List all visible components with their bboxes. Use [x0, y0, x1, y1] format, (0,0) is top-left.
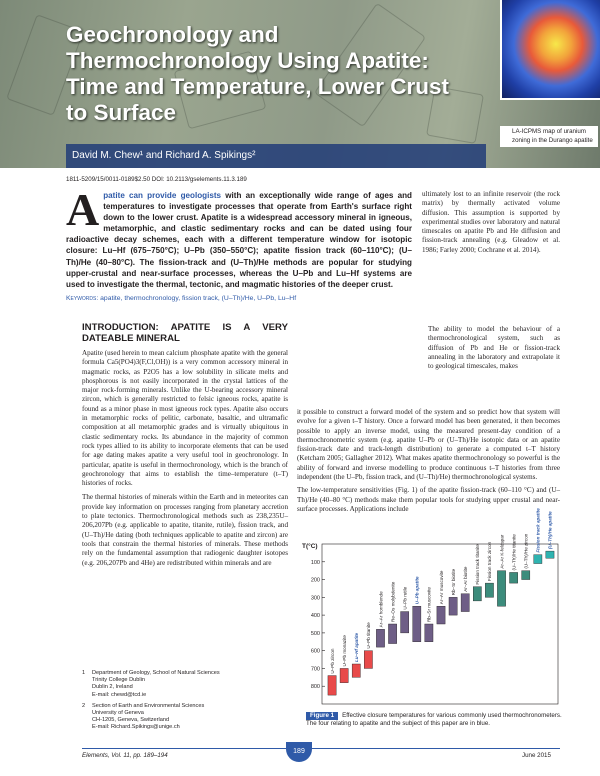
paragraph: it possible to construct a forward model of the system and so predict how that system will evolve for a given t–T history. Once a forward model has been generated, it then becomes possible to apply an inverse model, using the measured present-day condition of a thermochronometric system (e.g. apatite U–Pb or (U–Th)/He isotopic data or an apatite fission-track date and track-length distribution) to generate a computed t–T history (Ketcham 2005; Gallagher 2012). What makes apatite thermochronology so powerful is the ability of forward and inverse modelling to produce continuous t–T histories from three independent (the U–Pb, fission track, and (U–Th)/He) thermochronological systems. — [297, 408, 560, 482]
bar — [485, 583, 493, 597]
figure-caption-text: Effective closure temperatures for various commonly used thermochronometers. The four relating to apatite and the subject of this paper are in blue. — [306, 712, 562, 727]
article-title: Geochronology and Thermochronology Using Apatite: Time and Temperature, Lower Crust to Surface — [66, 22, 450, 125]
bar-label: Ar–Ar biotite — [463, 566, 469, 592]
footnote — [82, 670, 288, 699]
bar-label: Ar–Ar K-feldspar — [499, 534, 505, 569]
closure-temperature-chart — [300, 508, 562, 708]
page-number: 189 — [286, 742, 312, 762]
doi-line: 1811-5209/15/0011-0189$2.50 DOI: 10.2113/gselements.11.3.189 — [66, 176, 247, 183]
wide-column — [297, 408, 560, 518]
bar-label: Fission track titanite — [475, 544, 481, 585]
footer-rule — [82, 748, 560, 749]
section-heading: INTRODUCTION: APATITE IS A VERY DATEABLE MINERAL — [82, 322, 288, 344]
bar — [413, 606, 421, 642]
paragraph: The thermal histories of minerals within the Earth and in meteorites can provide key information on processes ranging from planetary accretion to plate tectonics. Thermochronological methods such as 238,235U–206,207Pb (e.g. applicable to apatite, titanite, rutile), fission track, and (U–Th)/He dating (both techniques applicable to apatite and zircon) are tools that constrain the thermal histories of minerals. These methods rely on the fundamental assumption that radiogenic daughter isotopes (e.g. 206,207Pb and 4He) are redistributed within minerals and are — [82, 493, 288, 567]
uranium-map-image — [500, 0, 600, 100]
y-tick-label: 500 — [310, 630, 320, 637]
bar — [328, 676, 336, 696]
bar — [352, 664, 360, 677]
bar-label: U–Pb apatite — [414, 576, 420, 605]
bar — [461, 594, 469, 612]
page-footer — [0, 740, 600, 776]
map-caption: LA-ICPMS map of uranium zoning in the Durango apatite — [500, 126, 598, 147]
y-tick-label: 200 — [310, 577, 320, 584]
abstract-lead: patite can provide geologists — [103, 191, 222, 200]
bar — [401, 612, 409, 633]
footnote-line: CH-1205, Geneva, Switzerland — [92, 717, 170, 724]
footnote-line: Department of Geology, School of Natural Sciences — [92, 670, 220, 676]
right-column-text-2: The ability to model the behaviour of a thermochronological system, such as diffusion of Pb and He or fission-track annealing in the laboratory and extrapolate it to geological timescales, makes — [428, 325, 560, 371]
bar-label: (U–Th)/He zircon — [523, 533, 529, 569]
bar-label: U–Pb zircon — [329, 648, 335, 674]
keywords-label: Keywords — [66, 295, 97, 302]
bar — [546, 551, 554, 558]
footnote-line: Trinity College Dublin — [92, 677, 145, 684]
bar — [449, 597, 457, 615]
y-tick-label: 600 — [310, 648, 320, 655]
bar — [522, 571, 530, 580]
bar-label: (U–Th)/He titanite — [511, 534, 517, 571]
footnote-number: 1 — [82, 670, 86, 676]
footnote-line: E-mail: chewd@tcd.ie — [92, 691, 147, 698]
y-tick-label: 100 — [310, 559, 320, 566]
paragraph: The low-temperature sensitivities (Fig. 1) of the apatite fission-track (60–110 °C) and (U–Th)/He (40–80 °C) methods make them popular tools for studying upper crustal and near-surface processes. Applications include — [297, 486, 560, 513]
abstract-body: with an exceptionally wide range of ages and temperatures to investigate processes that operate from Earth's surface right down to the lower crust. Apatite is a widespread accessory mineral in igneous, metamorphic, and clastic sedimentary rocks and can be dated using four radioactive decay schemes, each with a different temperature window for isotopic closure: Lu–Hf (675–750°C); U–Pb (350–550°C); apatite fission track (60–110°C); (U–Th)/He (40–80°C). The fission-track and (U–Th)/He methods are popular for studying upper-crustal and near-surface processes, whereas the U–Pb and Lu–Hf systems are used to investigate the thermal, tectonic, and magmatic histories of the deeper crust. — [66, 191, 412, 289]
journal-citation: Elements, Vol. 11, pp. 189–194 — [82, 752, 168, 759]
keywords-list: : apatite, thermochronology, fission track, (U–Th)/He, U–Pb, Lu–Hf — [96, 295, 297, 302]
figure-caption — [306, 712, 562, 728]
issue-date: June 2015 — [522, 752, 551, 759]
footnote-line: Section of Earth and Environmental Sciences — [92, 702, 205, 709]
bar-label: Fission track zircon — [487, 541, 493, 582]
bar — [364, 651, 372, 669]
bar — [534, 555, 542, 564]
abstract — [66, 184, 412, 290]
bar-label: U–Pb rutile — [402, 586, 408, 610]
bar-label: Ar–Ar muscovite — [438, 570, 444, 605]
bar-label: Rb–Sr biotite — [450, 568, 456, 596]
bar-label: Fission track apatite — [535, 508, 541, 553]
footnote-line: E-mail: Richard.Spikings@unige.ch — [92, 724, 180, 731]
bar-label: Lu–Hf apatite — [354, 632, 360, 662]
left-column — [82, 322, 288, 573]
bar-label: Ar–Ar hornblende — [378, 591, 384, 628]
bar — [510, 572, 518, 583]
dropcap: A — [66, 184, 100, 235]
bar — [425, 624, 433, 642]
footnote — [82, 703, 288, 732]
footnotes — [82, 670, 288, 736]
figure-1 — [300, 508, 562, 708]
bar-label: Rb–Sr muscovite — [426, 587, 432, 622]
bar-label: U–Pb titanite — [366, 622, 372, 649]
paragraph: Apatite (used herein to mean calcium phosphate apatite with the general formula Ca5(PO4)3(F,Cl,OH)) is a very common accessory mineral in magmatic rocks, as P2O5 has a low solubility in silicate melts and phosphorous is not easily incorporated in the crystal lattices of the major rock-forming minerals. Unlike the U-bearing accessory mineral zircon, which is generally restricted to felsic igneous rocks, apatite is found as a minor phase in most igneous rock types. Apatite also occurs in metamorphic rocks of pelitic, carbonate, basaltic, and ultramafic composition at all metamorphic grades and is virtually ubiquitous in clastic sedimentary rocks. Its abundance in the majority of common rock types allied to its ability to incorporate elements that can be used for age dating makes apatite a very useful tool in geochronology. In particular, apatite is useful in thermochronology, which is the branch of geochronology that aims to establish the time–temperature (t–T) histories of rocks. — [82, 349, 288, 488]
y-tick-label: 800 — [310, 684, 320, 691]
figure-tag: Figure 1 — [306, 712, 338, 720]
bar — [388, 624, 396, 644]
footnote-line: Dublin 2, Ireland — [92, 684, 133, 691]
y-tick-label: 700 — [310, 666, 320, 673]
bar — [340, 668, 348, 682]
bar-label: (U–Th)/He apatite — [547, 511, 553, 550]
y-axis-label: T(°C) — [302, 543, 318, 550]
author-bar: David M. Chew¹ and Richard A. Spikings² — [66, 144, 486, 168]
keywords — [66, 295, 412, 302]
right-column-text: ultimately lost to an infinite reservoir (the rock matrix) by thermally activated volume diffusion. This assumption is supported by experimental studies over laboratory and natural timescales on apatite Pb and He diffusion and fission-track annealing (e.g. Gleadow et al. 1986; Farley 2000; Cochrane et al. 2014). — [422, 190, 560, 254]
bar — [437, 606, 445, 624]
y-tick-label: 300 — [310, 595, 320, 602]
footnote-line: University of Geneva — [92, 710, 144, 717]
footnote-number: 2 — [82, 702, 86, 709]
bar-label: U–Pb monazite — [341, 635, 347, 667]
bar — [473, 587, 481, 601]
bar-label: Re–Os molybdenite — [390, 581, 396, 622]
y-tick-label: 400 — [310, 613, 320, 620]
bar — [376, 629, 384, 647]
bar — [497, 571, 505, 607]
